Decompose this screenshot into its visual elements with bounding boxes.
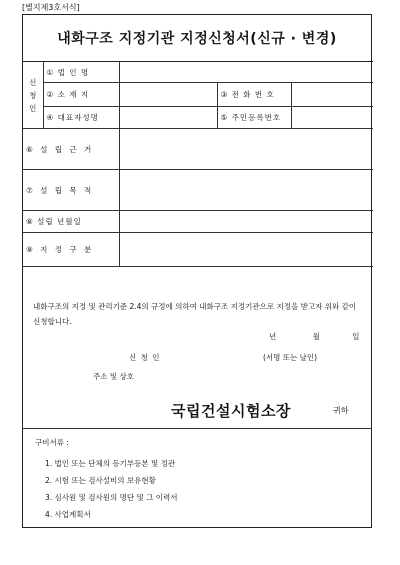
required-docs-list	[45, 455, 178, 523]
address-field[interactable]	[119, 83, 217, 107]
row-purpose	[23, 170, 373, 211]
purpose-field[interactable]	[119, 170, 373, 211]
category-field[interactable]	[119, 233, 373, 267]
section-divider	[23, 428, 371, 429]
day-label: 일	[352, 332, 360, 341]
application-table	[23, 61, 373, 267]
form-reference: [별지제3호서식]	[22, 3, 80, 12]
application-form	[22, 14, 372, 528]
date-line	[269, 331, 360, 342]
form-title: 내화구조 지정기관 지정신청서(신규 · 변경)	[57, 31, 337, 47]
address-label: ② 소 재 지	[43, 83, 119, 107]
required-docs-title: 구비서류 :	[35, 438, 69, 447]
year-label: 년	[269, 332, 277, 341]
phone-field[interactable]	[291, 83, 373, 107]
required-doc-item: 2. 시험 또는 검사설비의 보유현황	[45, 476, 156, 485]
addressee-office: 국립건설시험소장	[171, 402, 291, 420]
row-date	[23, 211, 373, 233]
required-doc-item: 3. 심사원 및 검사원의 명단 및 그 이력서	[45, 493, 178, 502]
sign-note: (서명 또는 날인)	[263, 353, 318, 362]
phone-label: ③ 전 화 번 호	[217, 83, 291, 107]
addressee-honorific: 귀하	[333, 406, 349, 415]
resident-no-field[interactable]	[291, 107, 373, 129]
applicant-label	[23, 62, 43, 129]
applicant-char-1: 신	[29, 77, 37, 87]
month-label: 월	[312, 332, 320, 341]
corp-name-label: ① 법 인 명	[43, 62, 119, 83]
address-company-label: 주소 및 상호	[93, 372, 134, 381]
category-label: ⑨ 지 정 구 분	[23, 233, 119, 267]
date-field[interactable]	[119, 211, 373, 233]
rep-name-field[interactable]	[119, 107, 217, 129]
row-address	[23, 83, 373, 107]
date-label: ⑧ 설립 년월일	[23, 211, 119, 233]
basis-label: ⑥ 설 립 근 거	[23, 129, 119, 170]
application-statement: 내화구조의 지정 및 관리기준 2.4의 규정에 의하여 내화구조 지정기관으로 지정을 받고자 위와 같이 신청합니다.	[33, 302, 357, 326]
applicant-char-2: 청	[29, 90, 37, 100]
applicant-char-3: 인	[29, 103, 37, 113]
required-doc-item: 1. 법인 또는 단체의 등기부등본 및 정관	[45, 459, 176, 468]
row-category	[23, 233, 373, 267]
row-basis	[23, 129, 373, 170]
required-doc-item: 4. 사업계획서	[45, 510, 91, 519]
purpose-label: ⑦ 설 립 목 적	[23, 170, 119, 211]
rep-name-label: ④ 대표자성명	[43, 107, 119, 129]
signer-label: 신 청 인	[129, 353, 161, 362]
basis-field[interactable]	[119, 129, 373, 170]
row-representative	[23, 107, 373, 129]
resident-no-label: ⑤ 주민등록번호	[217, 107, 291, 129]
corp-name-field[interactable]	[119, 62, 373, 83]
row-corp-name	[23, 62, 373, 83]
